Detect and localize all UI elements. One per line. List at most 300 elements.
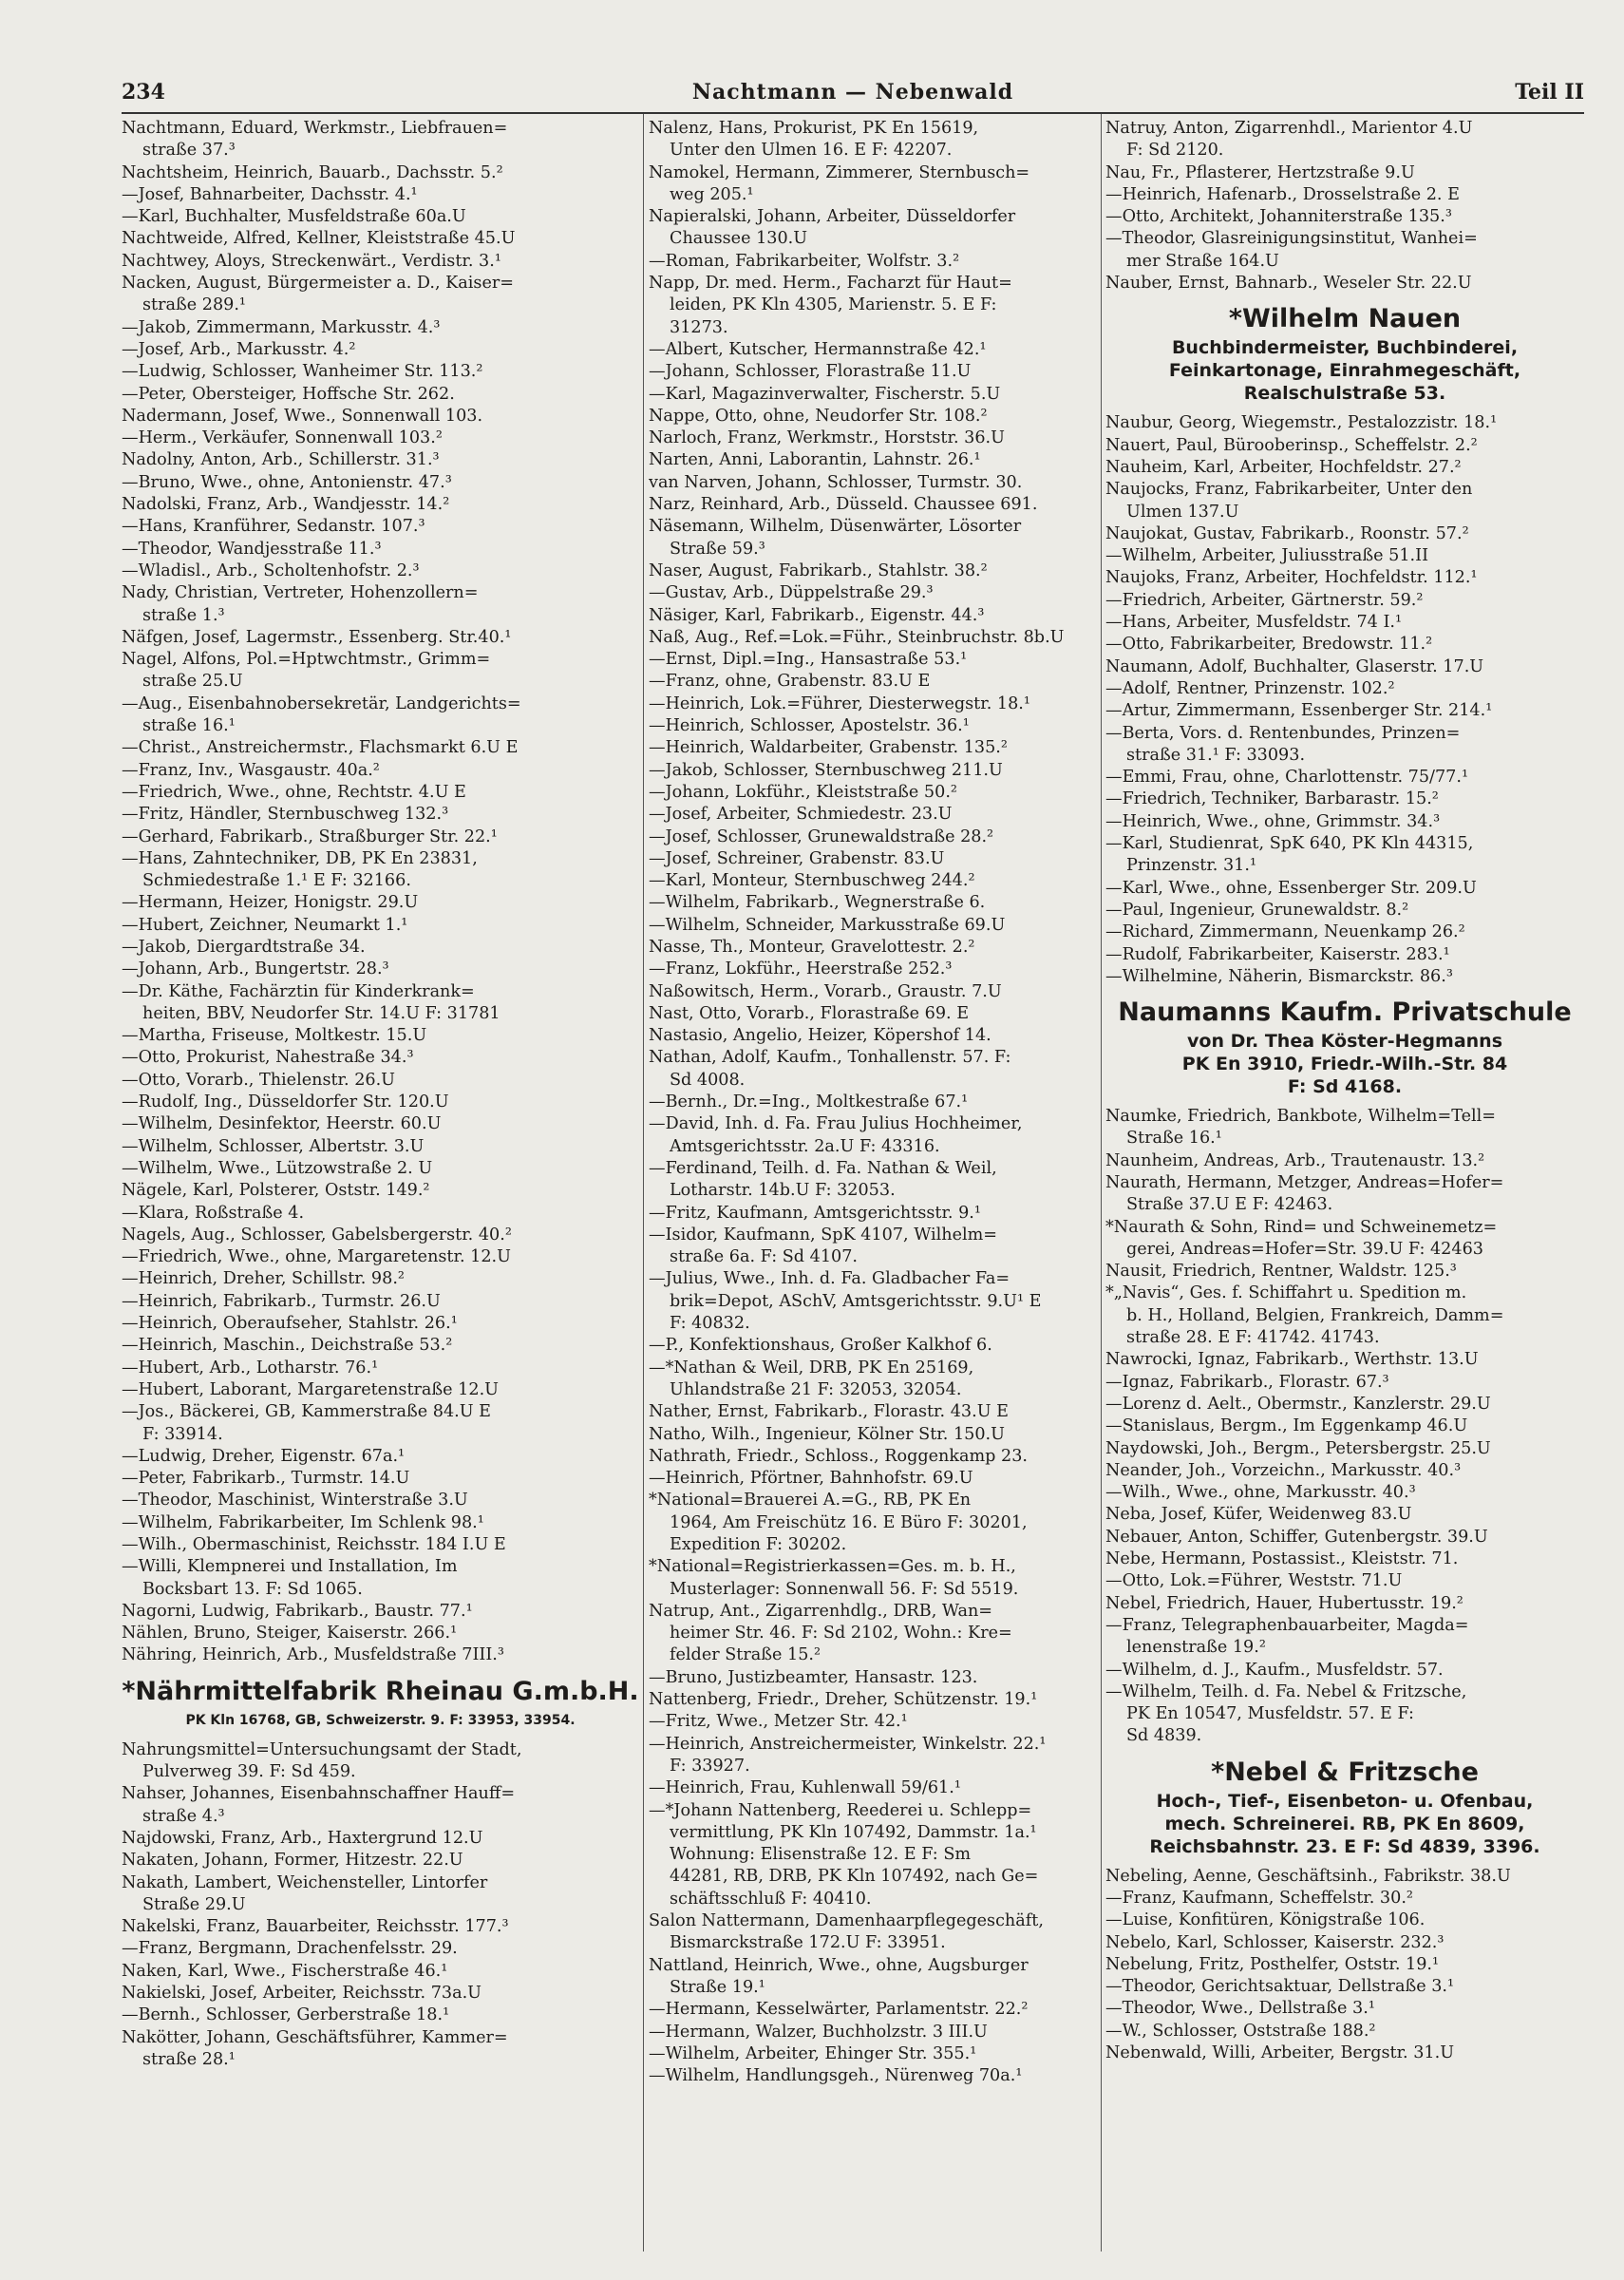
directory-entry: [649, 1556, 1098, 1601]
entry-line: Naunheim, Andreas, Arb., Trautenaustr. 13.²: [1105, 1150, 1485, 1170]
directory-entry: [122, 627, 639, 649]
directory-entry: [649, 937, 1098, 959]
entry-line: —Heinrich, Pförtner, Bahnhofstr. 69.U: [649, 1469, 973, 1489]
entry-line: —Luise, Konfitüren, Königstraße 106.: [1105, 1910, 1426, 1930]
entry-line: —Wilhelm, Fabrikarbeiter, Im Schlenk 98.¹: [122, 1512, 484, 1532]
entry-line: Naurath, Hermann, Metzger, Andreas=Hofer=: [1105, 1172, 1504, 1192]
directory-entry: [122, 1828, 639, 1850]
entry-line: —Emmi, Frau, ohne, Charlottenstr. 75/77.¹: [1105, 768, 1468, 788]
directory-entry: [122, 1158, 639, 1180]
entry-line: —Rudolf, Fabrikarbeiter, Kaiserstr. 283.¹: [1105, 944, 1450, 964]
entry-line: —Heinrich, Lok.=Führer, Diesterwegstr. 18.¹: [649, 694, 1030, 713]
directory-entry: [1105, 922, 1584, 943]
directory-entry: [649, 959, 1098, 980]
directory-entry: [649, 2043, 1098, 2065]
directory-entry: [649, 206, 1098, 251]
directory-entry: [122, 1850, 639, 1872]
entry-line: van Narven, Johann, Schlosser, Turmstr. 30.: [649, 472, 1023, 492]
directory-entry: [122, 118, 639, 162]
directory-entry: [122, 1512, 639, 1534]
entry-line: —Aug., Eisenbahnobersekretär, Landgerichts=: [122, 694, 521, 713]
entry-line: —Jakob, Schlosser, Sternbuschweg 211.U: [649, 760, 1003, 780]
directory-entry: [122, 1468, 639, 1490]
directory-entry: [1105, 1261, 1584, 1282]
directory-entry: [649, 1490, 1098, 1556]
directory-entry: [1105, 700, 1584, 722]
directory-entry: [649, 1401, 1098, 1423]
directory-entry: [649, 649, 1098, 671]
directory-entry: [649, 694, 1098, 715]
directory-entry: [122, 1601, 639, 1623]
entry-line: Naken, Karl, Wwe., Fischerstraße 46.¹: [122, 1961, 448, 1981]
entry-line: Pulverweg 39. F: Sd 459.: [142, 1762, 356, 1782]
entry-line: —*Nathan & Weil, DRB, PK En 25169,: [649, 1358, 974, 1378]
directory-entry: [1105, 1504, 1584, 1526]
directory-entry: [649, 1910, 1098, 1955]
directory-entry: [649, 384, 1098, 406]
entry-line: Nauert, Paul, Bürooberinsp., Scheffelstr. 2.²: [1105, 435, 1478, 455]
entry-line: —Hermann, Walzer, Buchholzstr. 3 III.U: [649, 2022, 988, 2042]
directory-entry: [122, 1092, 639, 1113]
entry-line: leiden, PK Kln 4305, Marienstr. 5. E F:: [670, 295, 997, 315]
entry-line: Nattenberg, Friedr., Dreher, Schützenstr. 19.¹: [649, 1690, 1038, 1710]
entry-line: Nawrocki, Ignaz, Fabrikarb., Werthstr. 13.U: [1105, 1350, 1479, 1370]
entry-line: Naß, Aug., Ref.=Lok.=Führ., Steinbruchstr. 8b.U: [649, 627, 1065, 647]
directory-entry: [122, 1446, 639, 1468]
entry-line: brik=Depot, ASchV, Amtsgerichtsstr. 9.U¹ E: [670, 1291, 1042, 1311]
directory-entry: [1105, 1866, 1584, 1888]
column-3: [1105, 118, 1584, 2064]
directory-entry: [122, 539, 639, 560]
directory-entry: [649, 671, 1098, 693]
entry-line: —Heinrich, Dreher, Schillstr. 98.²: [122, 1269, 405, 1289]
entry-line: F: 40832.: [670, 1314, 750, 1334]
entry-line: Nagels, Aug., Schlosser, Gabelsbergerstr. 40.²: [122, 1225, 512, 1244]
entry-line: Nattland, Heinrich, Wwe., ohne, Augsburger: [649, 1955, 1029, 1975]
entry-line: Nachtweide, Alfred, Kellner, Kleiststraße 45.U: [122, 229, 516, 249]
directory-entry: [649, 1025, 1098, 1047]
entry-line: —Johann, Lokführ., Kleiststraße 50.²: [649, 782, 957, 802]
directory-entry: [122, 760, 639, 782]
entry-line: —Jakob, Diergardtstraße 34.: [122, 937, 366, 957]
entry-line: —Hans, Kranführer, Sedanstr. 107.³: [122, 517, 425, 537]
directory-entry: [649, 870, 1098, 892]
ad-line: Reichsbahnstr. 23. E F: Sd 4839, 3396.: [1149, 1835, 1540, 1857]
entry-line: —Friedrich, Wwe., ohne, Rechtstr. 4.U E: [122, 782, 466, 802]
entry-line: —Hubert, Laborant, Margaretenstraße 12.U: [122, 1379, 499, 1399]
directory-entry: [122, 804, 639, 826]
directory-entry: [122, 1203, 639, 1225]
column-divider: [643, 114, 644, 2252]
entry-line: Salon Nattermann, Damenhaarpflegegeschäft,: [649, 1911, 1044, 1931]
entry-line: Nadermann, Josef, Wwe., Sonnenwall 103.: [122, 406, 483, 426]
directory-entry: [1105, 228, 1584, 273]
entry-line: —Friedrich, Arbeiter, Gärtnerstr. 59.²: [1105, 590, 1424, 610]
entry-line: Nathrath, Friedr., Schloss., Roggenkamp 23.: [649, 1446, 1029, 1466]
entry-line: —Wilhelm, Arbeiter, Juliusstraße 51.II: [1105, 546, 1429, 566]
entry-line: Naubur, Georg, Wiegemstr., Pestalozzistr. 18.¹: [1105, 413, 1498, 433]
directory-entry: [1105, 723, 1584, 768]
directory-entry: [649, 715, 1098, 737]
entry-line: —Peter, Fabrikarb., Turmstr. 14.U: [122, 1469, 410, 1489]
directory-entry: [122, 1379, 639, 1401]
entry-line: Narloch, Franz, Werkmstr., Horststr. 36.U: [649, 428, 1005, 448]
entry-line: 44281, RB, DRB, PK Kln 107492, nach Ge=: [670, 1867, 1039, 1887]
directory-entry: [1105, 634, 1584, 656]
entry-line: weg 205.¹: [670, 184, 754, 204]
entry-line: —Artur, Zimmermann, Essenberger Str. 214.¹: [1105, 701, 1493, 721]
directory-entry: [649, 892, 1098, 914]
entry-line: —Otto, Lok.=Führer, Weststr. 71.U: [1105, 1571, 1403, 1591]
entry-line: Nalenz, Hans, Prokurist, PK En 15619,: [649, 119, 979, 138]
directory-entry: [1105, 1615, 1584, 1660]
entry-line: —Heinrich, Frau, Kuhlenwall 59/61.¹: [649, 1778, 961, 1798]
directory-entry: [649, 2065, 1098, 2087]
entry-line: —Wilhelm, Wwe., Lützowstraße 2. U: [122, 1158, 433, 1178]
directory-entry: [1105, 2021, 1584, 2042]
entry-line: Nather, Ernst, Fabrikarb., Florastr. 43.U E: [649, 1402, 1009, 1422]
entry-line: —Friedrich, Wwe., ohne, Margaretenstr. 12.U: [122, 1247, 511, 1267]
ad-line: Buchbindermeister, Buchbinderei,: [1171, 337, 1519, 359]
entry-line: Napieralski, Johann, Arbeiter, Düsseldorfer: [649, 207, 1016, 227]
directory-entry: [1105, 900, 1584, 922]
ad-line: Feinkartonage, Einrahmegeschäft,: [1168, 360, 1521, 382]
advertisement: [1105, 302, 1584, 405]
directory-entry: [649, 1667, 1098, 1689]
directory-entry: [649, 2022, 1098, 2043]
entry-line: Naumke, Friedrich, Bankbote, Wilhelm=Tell=: [1105, 1107, 1497, 1127]
directory-entry: [122, 848, 639, 893]
directory-entry: [649, 428, 1098, 449]
directory-entry: [649, 361, 1098, 383]
directory-entry: [649, 1268, 1098, 1335]
ad-line: PK Kln 16768, GB, Schweizerstr. 9. F: 33953, 33954.: [185, 1712, 576, 1728]
directory-entry: [122, 1180, 639, 1202]
entry-line: Sd 4839.: [1126, 1726, 1202, 1746]
entry-line: —Theodor, Wandjesstraße 11.³: [122, 539, 382, 559]
entry-line: Nausit, Friedrich, Rentner, Waldstr. 125.³: [1105, 1262, 1457, 1282]
directory-entry: [122, 1136, 639, 1158]
entry-line: Najdowski, Franz, Arb., Haxtergrund 12.U: [122, 1828, 483, 1848]
entry-line: Nakath, Lambert, Weichensteller, Lintorfer: [122, 1872, 488, 1892]
entry-line: —Ferdinand, Teilh. d. Fa. Nathan & Weil,: [649, 1158, 997, 1178]
entry-line: Nebel, Friedrich, Hauer, Hubertusstr. 19.²: [1105, 1593, 1463, 1613]
entry-line: —Rudolf, Ing., Düsseldorfer Str. 120.U: [122, 1092, 449, 1112]
entry-line: Nagorni, Ludwig, Fabrikarb., Baustr. 77.¹: [122, 1601, 473, 1621]
entry-line: —Otto, Vorarb., Thielenstr. 26.U: [122, 1070, 396, 1090]
directory-entry: [649, 1003, 1098, 1025]
entry-line: Napp, Dr. med. Herm., Facharzt für Haut=: [649, 274, 1012, 294]
entry-line: Näfgen, Josef, Lagermstr., Essenberg. Str.40.¹: [122, 627, 512, 647]
entry-line: Nachtwey, Aloys, Streckenwärt., Verdistr. 3.¹: [122, 251, 501, 271]
directory-entry: [1105, 523, 1584, 545]
directory-entry: [1105, 590, 1584, 612]
directory-entry: [1105, 1217, 1584, 1262]
entry-line: —Heinrich, Maschin., Deichstraße 53.²: [122, 1336, 453, 1356]
entry-line: Expedition F: 30202.: [670, 1535, 847, 1554]
directory-entry: [122, 384, 639, 406]
directory-entry: [649, 760, 1098, 782]
entry-line: Nägele, Karl, Polsterer, Oststr. 149.²: [122, 1181, 430, 1201]
directory-entry: [122, 937, 639, 959]
entry-line: —Karl, Monteur, Sternbuschweg 244.²: [649, 871, 975, 891]
advertisement: [122, 1675, 639, 1732]
entry-line: —Theodor, Gerichtsaktuar, Dellstraße 3.¹: [1105, 1977, 1455, 1997]
entry-line: Nau, Fr., Pflasterer, Hertzstraße 9.U: [1105, 162, 1415, 182]
directory-entry: [122, 959, 639, 980]
entry-line: —Josef, Arbeiter, Schmiedestr. 23.U: [649, 805, 953, 825]
directory-entry: [122, 472, 639, 494]
running-title: Nachtmann — Nebenwald: [691, 80, 1014, 104]
entry-line: Prinzenstr. 31.¹: [1126, 856, 1257, 876]
entry-line: *National=Brauerei A.=G., RB, PK En: [649, 1491, 972, 1510]
directory-entry: [122, 1983, 639, 2004]
directory-entry: [1105, 457, 1584, 479]
entry-line: Uhlandstraße 21 F: 32053, 32054.: [670, 1379, 962, 1399]
directory-entry: [1105, 1593, 1584, 1615]
entry-line: —Wilhelm, Teilh. d. Fa. Nebel & Fritzsche,: [1105, 1682, 1467, 1701]
directory-entry: [1105, 878, 1584, 900]
directory-entry: [1105, 184, 1584, 206]
entry-line: Natho, Wilh., Ingenieur, Kölner Str. 150.U: [649, 1424, 1005, 1444]
entry-line: —Bruno, Wwe., ohne, Antonienstr. 47.³: [122, 472, 452, 492]
directory-entry: [122, 1556, 639, 1601]
directory-entry: [122, 1313, 639, 1335]
directory-entry: [1105, 678, 1584, 700]
ad-title: *Nebel & Fritzsche: [1211, 1757, 1479, 1787]
entry-line: straße 25.U: [142, 672, 243, 692]
directory-entry: [122, 560, 639, 582]
entry-line: Amtsgerichtsstr. 2a.U F: 43316.: [670, 1136, 940, 1156]
entry-line: —Josef, Schlosser, Grunewaldstraße 28.²: [649, 826, 994, 846]
entry-line: PK En 10547, Musfeldstr. 57. E F:: [1126, 1704, 1414, 1724]
entry-line: schäftsschluß F: 40410.: [670, 1889, 872, 1909]
entry-line: —Willi, Klempnerei und Installation, Im: [122, 1557, 458, 1577]
directory-entry: [649, 1468, 1098, 1490]
entry-line: Chaussee 130.U: [670, 229, 808, 249]
directory-entry: [122, 1623, 639, 1644]
directory-entry: [122, 361, 639, 383]
entry-line: Nady, Christian, Vertreter, Hohenzollern=: [122, 583, 479, 603]
entry-line: vermittlung, PK Kln 107492, Dammstr. 1a.¹: [670, 1822, 1037, 1842]
directory-entry: [649, 1047, 1098, 1092]
directory-entry: [649, 251, 1098, 273]
entry-line: —Peter, Obersteiger, Hoffsche Str. 262.: [122, 384, 455, 404]
entry-line: —Hubert, Zeichner, Neumarkt 1.¹: [122, 915, 408, 935]
entry-line: heimer Str. 46. F: Sd 2102, Wohn.: Kre=: [670, 1624, 1012, 1644]
directory-entry: [649, 782, 1098, 804]
entry-line: Naßowitsch, Herm., Vorarb., Graustr. 7.U: [649, 981, 1002, 1001]
directory-entry: [122, 1246, 639, 1268]
entry-line: straße 16.¹: [142, 716, 236, 736]
directory-entry: [649, 1601, 1098, 1667]
entry-line: —Ludwig, Dreher, Eigenstr. 67a.¹: [122, 1446, 406, 1466]
entry-line: Musterlager: Sonnenwall 56. F: Sd 5519.: [670, 1579, 1019, 1599]
entry-line: —Franz, Inv., Wasgaustr. 40a.²: [122, 760, 380, 780]
entry-line: —Otto, Fabrikarbeiter, Bredowstr. 11.²: [1105, 635, 1433, 655]
entry-line: —Karl, Magazinverwalter, Fischerstr. 5.U: [649, 384, 1001, 404]
directory-entry: [122, 2004, 639, 2026]
directory-entry: [122, 649, 639, 694]
entry-line: —Berta, Vors. d. Rentenbundes, Prinzen=: [1105, 723, 1461, 743]
directory-entry: [122, 449, 639, 471]
directory-entry: [1105, 273, 1584, 294]
entry-line: Natrup, Ant., Zigarrenhdlg., DRB, Wan=: [649, 1601, 993, 1621]
directory-entry: [649, 1158, 1098, 1203]
directory-entry: [1105, 788, 1584, 810]
directory-entry: [122, 1938, 639, 1960]
entry-line: Lotharstr. 14b.U F: 32053.: [670, 1181, 896, 1201]
entry-line: Näsemann, Wilhelm, Düsenwärter, Lösorter: [649, 517, 1022, 537]
entry-line: Straße 19.¹: [670, 1977, 765, 1997]
directory-entry: [649, 1800, 1098, 1910]
directory-entry: [649, 826, 1098, 848]
entry-line: —Heinrich, Oberaufseher, Stahlstr. 26.¹: [122, 1314, 458, 1334]
column-1: [122, 118, 639, 2071]
entry-line: —Klara, Roßstraße 4.: [122, 1203, 305, 1223]
directory-entry: [1105, 1106, 1584, 1150]
directory-entry: [122, 494, 639, 516]
directory-entry: [1105, 811, 1584, 833]
entry-line: —Dr. Käthe, Fachärztin für Kinderkrank=: [122, 981, 475, 1001]
entry-line: Näsiger, Karl, Fabrikarb., Eigenstr. 44.³: [649, 605, 985, 625]
entry-line: Straße 29.U: [142, 1894, 246, 1914]
entry-line: —Heinrich, Schlosser, Apostelstr. 36.¹: [649, 716, 970, 736]
directory-entry: [1105, 1527, 1584, 1548]
directory-entry: [122, 981, 639, 1026]
entry-line: Naujokat, Gustav, Fabrikarb., Roonstr. 57.²: [1105, 523, 1469, 543]
directory-entry: [649, 494, 1098, 516]
directory-entry: [1105, 1976, 1584, 1998]
column-divider: [1101, 114, 1102, 2252]
directory-entry: [1105, 1372, 1584, 1394]
entry-line: Nebe, Hermann, Postassist., Kleiststr. 71.: [1105, 1549, 1459, 1569]
entry-line: Nastasio, Angelio, Heizer, Köpershof 14.: [649, 1026, 991, 1046]
entry-line: Nahser, Johannes, Eisenbahnschaffner Hauff=: [122, 1784, 516, 1804]
entry-line: —Wilhelm, Fabrikarb., Wegnerstraße 6.: [649, 893, 986, 913]
entry-line: —W., Schlosser, Oststraße 188.²: [1105, 2021, 1376, 2041]
entry-line: Nast, Otto, Vorarb., Florastraße 69. E: [649, 1003, 970, 1023]
directory-entry: [649, 472, 1098, 494]
entry-line: —Johann, Schlosser, Florastraße 11.U: [649, 362, 972, 382]
directory-entry: [122, 1644, 639, 1666]
page-header: [122, 80, 1584, 112]
directory-entry: [1105, 1570, 1584, 1592]
entry-line: —Franz, Kaufmann, Scheffelstr. 30.²: [1105, 1889, 1413, 1908]
entry-line: —Karl, Buchhalter, Musfeldstraße 60a.U: [122, 207, 466, 227]
entry-line: Nebauer, Anton, Schiffer, Gutenbergstr. 39.U: [1105, 1527, 1488, 1547]
ad-line: Hoch-, Tief-, Eisenbeton- u. Ofenbau,: [1156, 1790, 1534, 1812]
directory-entry: [1105, 656, 1584, 678]
entry-line: Nähring, Heinrich, Arb., Musfeldstraße 7III.³: [122, 1645, 504, 1665]
directory-entry: [122, 694, 639, 738]
directory-entry: [1105, 1910, 1584, 1931]
entry-line: —Wilhelm, Desinfektor, Heerstr. 60.U: [122, 1114, 442, 1134]
entry-line: —Wilhelmine, Näherin, Bismarckstr. 86.³: [1105, 966, 1453, 986]
ad-title: *Wilhelm Nauen: [1228, 304, 1462, 334]
entry-line: —Franz, Telegraphenbauarbeiter, Magda=: [1105, 1615, 1469, 1635]
directory-entry: [122, 1070, 639, 1092]
entry-line: —Bruno, Justizbeamter, Hansastr. 123.: [649, 1667, 978, 1687]
directory-entry: [1105, 1932, 1584, 1954]
entry-line: straße 31.¹ F: 33093.: [1126, 745, 1306, 765]
entry-line: —Julius, Wwe., Inh. d. Fa. Gladbacher Fa=: [649, 1269, 1010, 1289]
advertisement: [1105, 996, 1584, 1098]
directory-entry: [122, 251, 639, 273]
entry-line: Nasse, Th., Monteur, Gravelottestr. 2.²: [649, 937, 975, 957]
directory-entry: [122, 273, 639, 317]
directory-entry: [1105, 1150, 1584, 1172]
entry-line: —Fritz, Wwe., Metzer Str. 42.¹: [649, 1712, 908, 1732]
entry-line: Nachtsheim, Heinrich, Bauarb., Dachsstr. 5.²: [122, 162, 503, 182]
entry-line: —Bernh., Dr.=Ing., Moltkestraße 67.¹: [649, 1092, 969, 1112]
directory-entry: [1105, 1460, 1584, 1482]
directory-entry: [122, 184, 639, 206]
entry-line: straße 37.³: [142, 141, 236, 161]
entry-line: —Paul, Ingenieur, Grunewaldstr. 8.²: [1105, 900, 1409, 920]
directory-entry: [649, 162, 1098, 207]
entry-line: —Ignaz, Fabrikarb., Florastr. 67.³: [1105, 1372, 1389, 1392]
directory-entry: [649, 516, 1098, 560]
entry-line: Naser, August, Fabrikarb., Stahlstr. 38.²: [649, 560, 988, 580]
directory-entry: [122, 1961, 639, 1983]
entry-line: Nauheim, Karl, Arbeiter, Hochfeldstr. 27.²: [1105, 457, 1462, 477]
directory-entry: [122, 1113, 639, 1135]
entry-line: Narz, Reinhard, Arb., Düsseld. Chaussee 691.: [649, 495, 1038, 515]
directory-entry: [649, 737, 1098, 759]
directory-entry: [122, 782, 639, 804]
entry-line: straße 1.³: [142, 605, 225, 625]
directory-entry: [122, 1872, 639, 1917]
entry-line: —Heinrich, Fabrikarb., Turmstr. 26.U: [122, 1291, 441, 1311]
entry-line: Unter den Ulmen 16. E F: 42207.: [670, 141, 953, 161]
entry-line: Straße 59.³: [670, 539, 765, 559]
directory-entry: [649, 1446, 1098, 1468]
directory-entry: [122, 582, 639, 627]
entry-line: —David, Inh. d. Fa. Frau Julius Hochheimer,: [649, 1114, 1023, 1134]
directory-entry: [1105, 1349, 1584, 1371]
entry-line: *Naurath & Sohn, Rind= und Schweinemetz=: [1105, 1217, 1498, 1237]
directory-entry: [122, 1490, 639, 1511]
entry-line: Nebeling, Aenne, Geschäftsinh., Fabrikstr. 38.U: [1105, 1866, 1511, 1886]
directory-entry: [649, 1203, 1098, 1225]
directory-entry: [1105, 966, 1584, 988]
entry-line: —Otto, Prokurist, Nahestraße 34.³: [122, 1048, 414, 1068]
directory-entry: [1105, 612, 1584, 634]
entry-line: —Wilhelm, Handlungsgeh., Nürenweg 70a.¹: [649, 2066, 1023, 2086]
directory-entry: [649, 605, 1098, 627]
directory-entry: [122, 1358, 639, 1379]
entry-line: b. H., Holland, Belgien, Frankreich, Damm=: [1126, 1305, 1504, 1325]
entry-line: —Ludwig, Schlosser, Wanheimer Str. 113.²: [122, 362, 483, 382]
entry-line: —Hermann, Kesselwärter, Parlamentstr. 22.²: [649, 2000, 1029, 2020]
directory-entry: [649, 804, 1098, 826]
directory-entry: [122, 1025, 639, 1047]
entry-line: Nauber, Ernst, Bahnarb., Weseler Str. 22.U: [1105, 274, 1472, 294]
entry-line: heiten, BBV, Neudorfer Str. 14.U F: 31781: [142, 1003, 500, 1023]
entry-line: —Wilhelm, d. J., Kaufm., Musfeldstr. 57.: [1105, 1660, 1444, 1680]
entry-line: —Theodor, Maschinist, Winterstraße 3.U: [122, 1491, 468, 1510]
directory-entry: [1105, 1998, 1584, 2020]
entry-line: Nappe, Otto, ohne, Neudorfer Str. 108.²: [649, 406, 988, 426]
entry-line: —Jos., Bäckerei, GB, Kammerstraße 84.U E: [122, 1402, 492, 1422]
directory-entry: [649, 1424, 1098, 1446]
entry-line: —Adolf, Rentner, Prinzenstr. 102.²: [1105, 678, 1395, 698]
directory-entry: [649, 627, 1098, 649]
entry-line: Nadolny, Anton, Arb., Schillerstr. 31.³: [122, 450, 440, 470]
directory-entry: [649, 1711, 1098, 1733]
entry-line: Bismarckstraße 172.U F: 33951.: [670, 1933, 946, 1953]
